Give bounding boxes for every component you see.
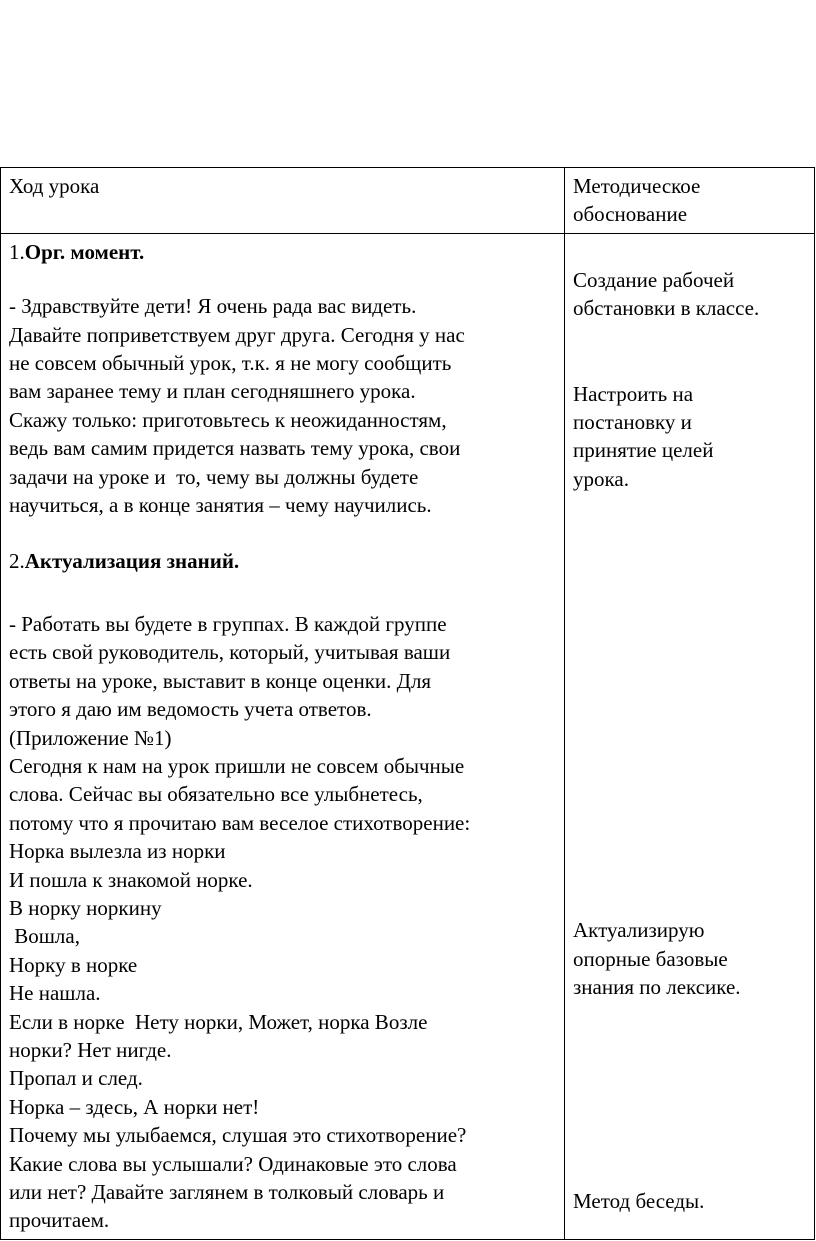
poem-line: Вошла, <box>9 924 80 949</box>
header-lesson-course <box>1 168 565 234</box>
text-line: ведь вам самим придется назвать тему урока, свои <box>9 436 461 461</box>
method-line: принятие целей <box>573 438 714 463</box>
method-line: Настроить на <box>573 381 694 406</box>
section2-text <box>9 610 556 1235</box>
text-line: научиться, а в конце занятия – чему научились. <box>9 493 432 518</box>
poem-line: В норку норкину <box>9 895 162 920</box>
poem-line: Норка – здесь, А норки нет! <box>9 1094 260 1119</box>
text-line: - Здравствуйте дети! Я очень рада вас видеть. <box>9 294 417 319</box>
section1-text <box>9 292 556 519</box>
poem-line: Норка вылезла из норки <box>9 839 226 864</box>
method-line: опорные базовые <box>573 946 728 971</box>
text-line: (Приложение №1) <box>9 725 172 750</box>
method-line: урока. <box>573 466 629 491</box>
text-line: вам заранее тему и план сегодняшнего урока. <box>9 379 416 404</box>
section2-title: Актуализация знаний. <box>24 549 240 574</box>
section1-number: 1. <box>9 239 25 264</box>
lesson-table <box>0 167 815 1240</box>
header-col2-label: Методическое обоснование <box>573 174 701 227</box>
method-line: обстановки в классе. <box>573 296 760 321</box>
text-line: или нет? Давайте заглянем в толковый словарь и <box>9 1180 445 1204</box>
method-goal-setting <box>573 380 806 494</box>
text-line: Сегодня к нам на урок пришли не совсем обычные <box>9 753 465 778</box>
section1-heading <box>9 238 556 266</box>
section1-title: Орг. момент. <box>24 239 145 264</box>
poem-line: Пропал и след. <box>9 1066 143 1091</box>
poem-line: Не нашла. <box>9 981 101 1006</box>
method-line: Создание рабочей <box>573 267 735 292</box>
text-line: Давайте поприветствуем друг друга. Сегодня у нас <box>9 322 465 347</box>
poem-line: Если в норке Нету норки, Может, норка Возле <box>9 1009 428 1034</box>
section2-heading <box>9 547 556 575</box>
text-line: слова. Сейчас вы обязательно все улыбнетесь, <box>9 782 423 807</box>
text-line: прочитаем. <box>9 1208 110 1233</box>
poem-line: норки? Нет нигде. <box>9 1037 172 1062</box>
text-line: задачи на уроке и то, чему вы должны будете <box>9 464 419 489</box>
text-line: этого я даю им ведомость учета ответов. <box>9 697 372 722</box>
header-col1-label: Ход урока <box>9 174 100 198</box>
text-line: есть свой руководитель, который, учитывая ваши <box>9 640 451 665</box>
text-line: Какие слова вы услышали? Одинаковые это слова <box>9 1151 457 1176</box>
method-line: Актуализирую <box>573 918 705 943</box>
text-line: потому что я прочитаю вам веселое стихотворение: <box>9 810 471 835</box>
method-line: постановку и <box>573 410 692 435</box>
methodical-justification-cell <box>565 233 815 1239</box>
method-line: знания по лексике. <box>573 975 741 1000</box>
method-conversation <box>573 1187 806 1215</box>
lesson-course-cell <box>1 233 565 1239</box>
text-line: Скажу только: приготовьтесь к неожиданностям, <box>9 407 447 432</box>
text-line: - Работать вы будете в группах. В каждой группе <box>9 611 447 636</box>
poem-line: Норку в норке <box>9 952 138 977</box>
method-knowledge-actualization <box>573 916 806 1001</box>
section2-number: 2. <box>9 549 25 574</box>
table-header-row <box>1 168 815 234</box>
text-line: ответы на уроке, выставит в конце оценки. Для <box>9 668 432 693</box>
table-body-row <box>1 233 815 1239</box>
poem-line: И пошла к знакомой норке. <box>9 867 253 892</box>
method-line: Метод беседы. <box>573 1189 705 1214</box>
text-line: не совсем обычный урок, т.к. я не могу сообщить <box>9 351 452 376</box>
header-methodical-justification <box>565 168 815 234</box>
text-line: Почему мы улыбаемся, слушая это стихотворение? <box>9 1123 467 1148</box>
method-work-atmosphere <box>573 266 806 323</box>
